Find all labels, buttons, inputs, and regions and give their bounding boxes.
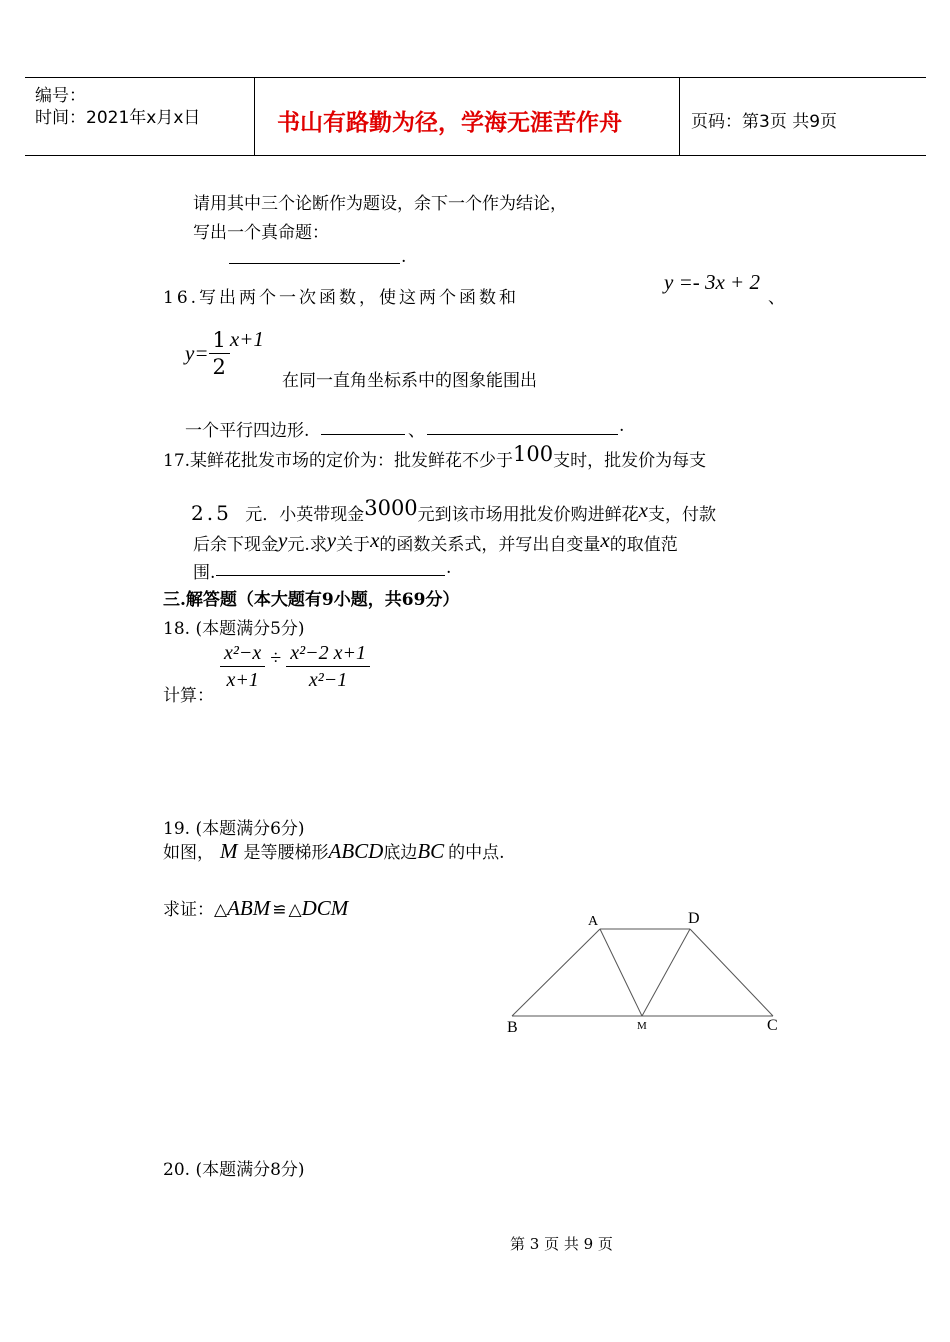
q17-var-y1: y [278,528,288,552]
q15-line1: 请用其中三个论断作为题设，余下一个作为结论， [193,194,567,214]
q16-end: . [619,416,625,436]
segment-am [600,929,642,1016]
time-label: 时间：2021年x月x日 [35,108,201,128]
q16-f2-fraction [209,327,230,380]
q17-line2 [191,496,716,526]
q17-var-x2: x [370,528,380,552]
q16-line3: 一个平行四边形. [185,421,310,441]
q18-frac1-numerator: x²−x [220,640,265,667]
q17-line3c: 关于 [336,535,371,555]
q17-end: . [446,558,452,578]
q17-number-3000: 3000 [364,496,418,520]
label-b: B [507,1019,518,1036]
q19-point-m: M [220,839,238,863]
q16-f2-numerator: 1 [209,327,230,354]
q18-fraction2 [286,640,370,693]
q15-line2: 写出一个真命题： [193,223,329,243]
label-c: C [767,1017,778,1034]
page-footer: 第 3 页 共 9 页 [510,1235,613,1253]
segment-dc [690,929,773,1016]
q18-head: 18. (本题满分5分) [163,619,305,639]
q19-trapezoid-figure [500,905,790,1040]
q16-f2-left: y= [185,341,209,365]
q19-line1c: 底边 [383,843,418,863]
q19-head: 19. (本题满分6分) [163,819,305,839]
q17-var-x1: x [638,498,648,522]
q17-line1b: 支时，批发价为每支 [553,451,707,471]
header-divider-right [679,77,680,156]
q19-line1b: 是等腰梯形 [243,843,329,863]
q17-var-x3: x [600,528,610,552]
header-top-border [25,77,926,78]
header-divider-left [254,77,255,156]
q19-bc: BC [417,839,445,863]
q19-prove-label: 求证： [163,900,214,920]
q17-line4: 围. [193,563,216,583]
header-bottom-border [25,155,926,156]
q16-line2: 在同一直角坐标系中的图象能围出 [282,371,537,391]
q15-answer-blank [229,263,400,264]
q17-line3b: 元.求 [287,535,327,555]
q17-number-100: 100 [513,442,554,466]
q16-text: 16.写出两个一次函数，使这两个函数和 [163,288,520,308]
q18-expression [220,640,370,693]
q17-line2c: 支，付款 [648,505,716,525]
q16-function2 [185,327,264,380]
q16-f2-denominator: 2 [212,355,226,379]
q19-abcd: ABCD [328,839,384,863]
q17-var-y2: y [326,528,337,552]
q18-divide: ÷ [270,647,282,669]
q18-frac2-denominator: x²−1 [308,669,348,691]
q16-sep2: 、 [408,421,425,441]
q16-blank2 [427,434,618,435]
q16-f2-right: x+1 [229,327,264,351]
q16-separator: 、 [768,288,785,308]
q17-answer-blank [216,575,445,576]
q16-blank1 [321,434,405,435]
q19-congruent: ≌ [272,900,287,920]
q17-line3 [193,530,678,556]
q17-line2a: 元．小英带现金 [245,505,365,525]
header-motto: 书山有路勤为径，学海无涯苦作舟 [277,109,622,136]
q17-line2b: 元到该市场用批发价购进鲜花 [417,505,639,525]
q19-abm: ABM [227,896,271,920]
q19-dcm: DCM [301,896,349,920]
q17-line1a: 17.某鲜花批发市场的定价为：批发鲜花不少于 [163,451,514,471]
q19-line1a: 如图， [163,843,214,863]
q17-line3a: 后余下现金 [193,535,278,555]
q18-label: 计算： [163,686,214,706]
page-code: 页码：第3页 共9页 [691,112,838,132]
q17-line3d: 的函数关系式，并写出自变量 [379,535,601,555]
q18-frac2-numerator: x²−2 x+1 [286,640,370,667]
label-a: A [588,914,599,929]
q18-frac1-denominator: x+1 [226,669,259,691]
q15-end: . [401,247,407,267]
q19-triangle1: △ [214,900,228,920]
q16-function1: y =- 3x + 2 [664,270,760,294]
q20-head: 20. (本题满分8分) [163,1160,305,1180]
segment-ab [512,929,600,1016]
label-m: M [637,1020,647,1032]
q19-prove [163,895,348,921]
q19-line1d: 的中点. [448,843,505,863]
q19-triangle2: △ [288,900,302,920]
q18-fraction1 [220,640,265,693]
q17-line3e: 的取值范 [609,535,678,555]
q17-line1 [163,442,707,471]
serial-label: 编号： [35,86,86,106]
section3-title: 三.解答题（本大题有9小题，共69分） [163,590,460,610]
segment-dm [642,929,690,1016]
q17-price: 2.5 [191,501,232,525]
q19-statement [163,838,505,864]
label-d: D [688,910,700,927]
